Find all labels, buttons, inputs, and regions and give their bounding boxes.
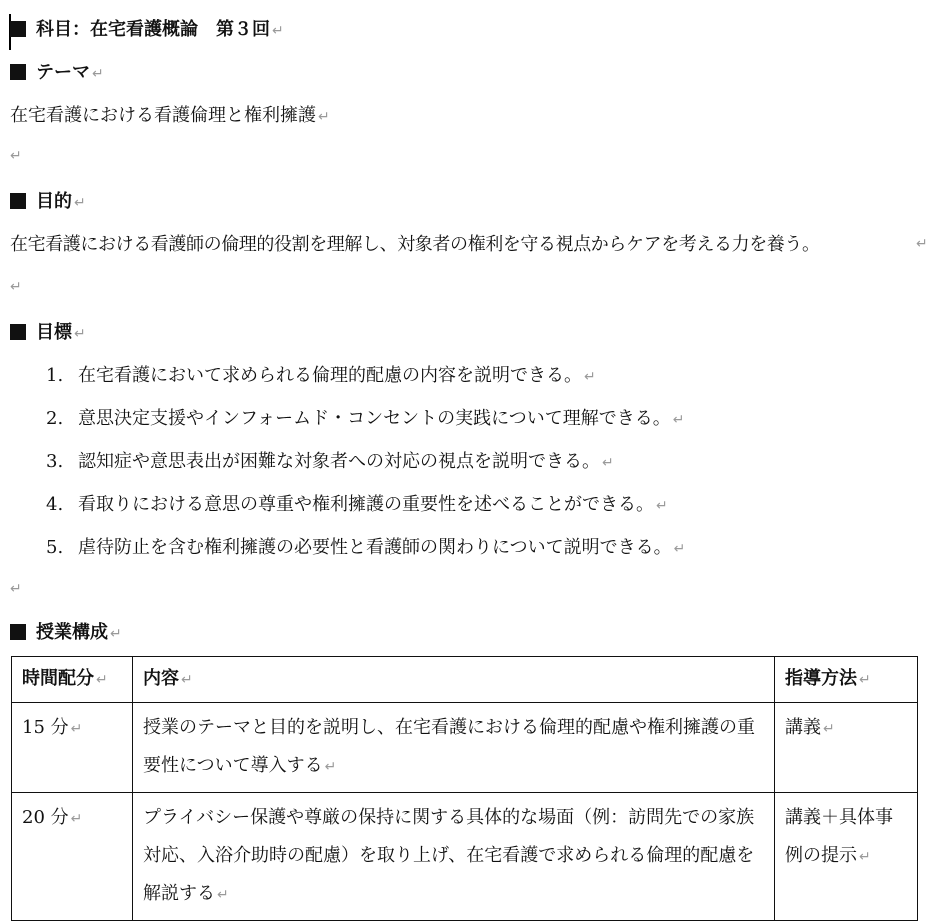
paragraph-mark-icon: ↵ [324, 759, 337, 775]
goal-number: 3. [46, 451, 64, 472]
paragraph-mark-icon: ↵ [672, 412, 685, 428]
cell-method-text: 講義＋具体事例の提示 [785, 807, 893, 866]
purpose-heading-text: 目的 [36, 191, 72, 212]
goal-text: 在宅看護において求められる倫理的配慮の内容を説明できる。 [78, 365, 582, 386]
paragraph-mark-icon: ↵ [602, 455, 614, 471]
paragraph-mark-icon: ↵ [70, 721, 83, 737]
goal-number: 1. [46, 365, 64, 386]
goal-text: 認知症や意思表出が困難な対象者への対応の視点を説明できる。 [78, 451, 600, 472]
goal-item [46, 535, 685, 562]
purpose-text [10, 232, 820, 258]
table-header-row [12, 657, 918, 703]
goal-text: 虐待防止を含む権利擁護の必要性と看護師の関わりについて説明できる。 [78, 537, 672, 558]
purpose-heading [10, 189, 86, 215]
header-method-text: 指導方法 [785, 668, 857, 689]
cell-method[interactable] [775, 703, 918, 793]
subject-title [10, 17, 284, 43]
paragraph-mark-icon: ↵ [217, 887, 229, 903]
paragraph-mark-icon: ↵ [110, 626, 122, 642]
theme-body: 在宅看護における看護倫理と権利擁護 [10, 105, 316, 126]
paragraph-mark-icon: ↵ [92, 66, 104, 82]
goal-item [46, 492, 668, 519]
header-time-text: 時間配分 [22, 668, 94, 689]
square-bullet-icon [10, 624, 26, 640]
cell-time[interactable] [12, 703, 133, 793]
cell-method-text: 講義 [785, 717, 821, 738]
goal-item [46, 449, 614, 476]
paragraph-mark-icon: ↵ [181, 672, 193, 688]
paragraph-mark-icon: ↵ [673, 541, 686, 557]
empty-paragraph: ↵ [10, 148, 22, 164]
goal-text: 意思決定支援やインフォームド・コンセントの実践について理解できる。 [78, 408, 671, 429]
cell-time-text: 20 分 [22, 807, 69, 828]
paragraph-mark-icon: ↵ [74, 195, 86, 211]
purpose-body: 在宅看護における看護師の倫理的役割を理解し、対象者の権利を守る視点からケアを考える力を養う。 [10, 234, 820, 255]
empty-paragraph: ↵ [10, 581, 22, 597]
cell-content-text: プライバシー保護や尊厳の保持に関する具体的な場面（例：訪問先での家族対応、入浴介助時の配慮）を取り上げ、在宅看護で求められる倫理的配慮を解説する [143, 807, 755, 904]
paragraph-mark-icon: ↵ [74, 326, 86, 342]
theme-heading-text: テーマ [36, 62, 90, 83]
header-method[interactable] [775, 657, 918, 703]
structure-heading-text: 授業構成 [36, 622, 108, 643]
cell-method[interactable] [775, 793, 918, 921]
cell-time[interactable] [12, 793, 133, 921]
goal-number: 2. [46, 408, 64, 429]
goal-item [46, 363, 596, 390]
goal-text: 看取りにおける意思の尊重や権利擁護の重要性を述べることができる。 [78, 494, 654, 515]
header-content-text: 内容 [143, 668, 179, 689]
lesson-structure-table[interactable] [11, 656, 918, 921]
paragraph-mark-icon: ↵ [584, 369, 596, 385]
cell-content[interactable] [133, 703, 775, 793]
table-row [12, 793, 918, 921]
goal-number: 5. [46, 537, 64, 558]
paragraph-mark-icon: ↵ [916, 236, 928, 252]
goal-item [46, 406, 684, 433]
paragraph-mark-icon: ↵ [272, 23, 284, 39]
square-bullet-icon [10, 64, 26, 80]
square-bullet-icon [10, 193, 26, 209]
paragraph-mark-icon: ↵ [823, 721, 835, 737]
goals-heading [10, 320, 86, 346]
goals-heading-text: 目標 [36, 322, 72, 343]
paragraph-mark-icon: ↵ [96, 672, 108, 688]
goal-number: 4. [46, 494, 64, 515]
paragraph-mark-icon: ↵ [318, 109, 330, 125]
paragraph-mark-icon: ↵ [859, 672, 871, 688]
header-time[interactable] [12, 657, 133, 703]
cell-content-text: 授業のテーマと目的を説明し、在宅看護における倫理的配慮や権利擁護の重要性について導入する [143, 717, 755, 776]
cell-time-text: 15 分 [22, 717, 69, 738]
paragraph-mark-icon: ↵ [70, 811, 83, 827]
structure-heading [10, 620, 122, 646]
square-bullet-icon [10, 324, 26, 340]
cell-content[interactable] [133, 793, 775, 921]
paragraph-mark-icon: ↵ [656, 498, 668, 514]
theme-text [10, 103, 330, 129]
paragraph-mark-icon: ↵ [859, 849, 871, 865]
square-bullet-icon [10, 21, 26, 37]
subject-title-text: 科目：在宅看護概論 第３回 [36, 19, 270, 40]
theme-heading [10, 60, 104, 86]
table-row [12, 703, 918, 793]
header-content[interactable] [133, 657, 775, 703]
empty-paragraph: ↵ [10, 279, 22, 295]
